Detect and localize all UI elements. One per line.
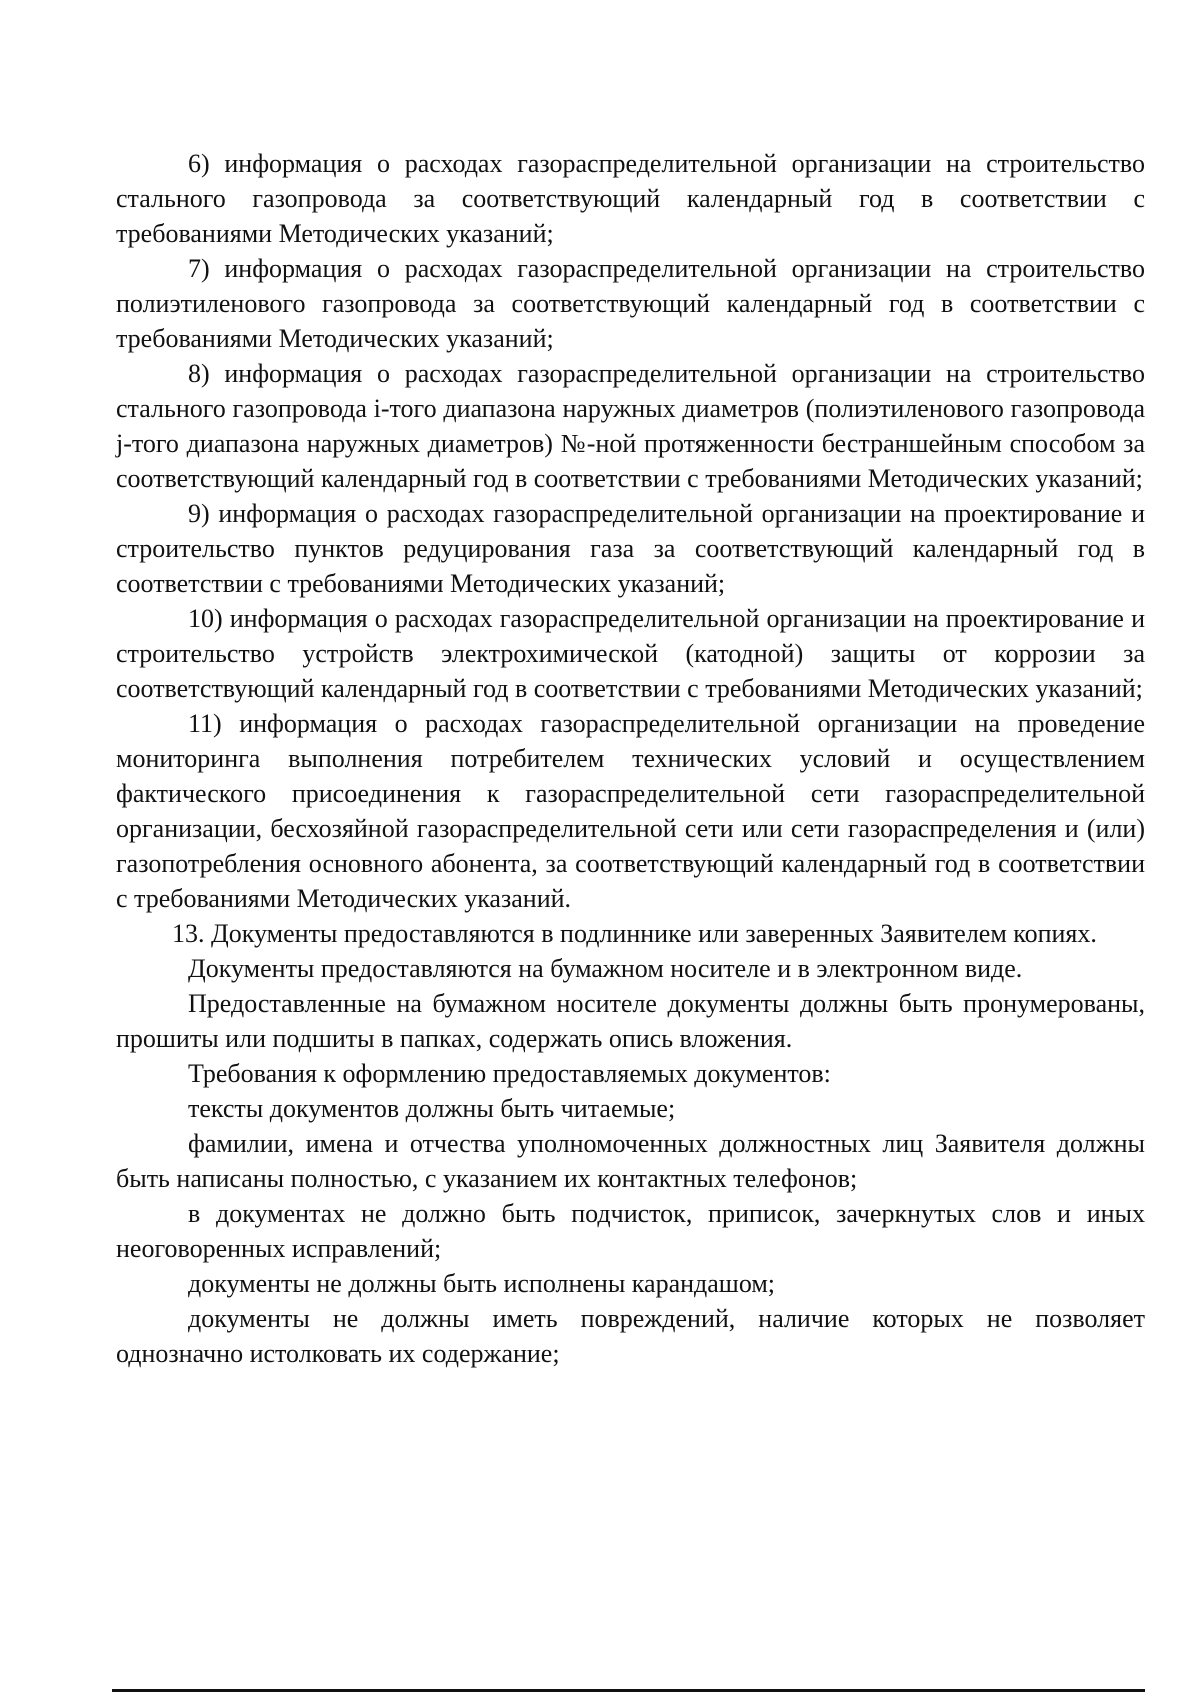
requirement-no-damage: документы не должны иметь повреждений, наличие которых не позволяет однозначно истолковать их содержание; [116, 1304, 1145, 1368]
document-body [116, 146, 1145, 1371]
requirement-no-corrections: в документах не должно быть подчисток, приписок, зачеркнутых слов и иных неоговоренных исправлений; [116, 1199, 1145, 1263]
paragraph-format: Документы предоставляются на бумажном носителе и в электронном виде. [188, 954, 1023, 983]
list-item-9: 9) информация о расходах газораспределительной организации на проектирование и строительство пунктов редуцирования газа за соответствующий календарный год в соответствии с требованиями Методических указаний; [116, 499, 1145, 598]
paragraph-requirements-heading: Требования к оформлению предоставляемых документов: [188, 1059, 831, 1088]
bottom-rule [112, 1689, 1145, 1692]
paragraph-paper-docs: Предоставленные на бумажном носителе документы должны быть пронумерованы, прошиты или подшиты в папках, содержать опись вложения. [116, 989, 1145, 1053]
requirement-readable: тексты документов должны быть читаемые; [188, 1094, 676, 1123]
list-item-6: 6) информация о расходах газораспределительной организации на строительство стального газопровода за соответствующий календарный год в соответствии с требованиями Методических указаний; [116, 149, 1145, 248]
list-item-8: 8) информация о расходах газораспределительной организации на строительство стального газопровода i-того диапазона наружных диаметров (полиэтиленового газопровода j-того диапазона наружных диаметров) №-ной протяженности бестраншейным способом за соответствующий календарный год в соответствии с требованиями Методических указаний; [116, 359, 1145, 493]
list-item-11: 11) информация о расходах газораспределительной организации на проведение мониторинга выполнения потребителем технических условий и осуществлением фактического присоединения к газораспределительной сети газораспределительной организации, бесхозяйной газораспределительной сети или сети газораспределения и (или) газопотребления основного абонента, за соответствующий календарный год в соответствии с требованиями Методических указаний. [116, 709, 1145, 913]
clause-13: 13. Документы предоставляются в подлиннике или заверенных Заявителем копиях. [172, 919, 1097, 948]
requirement-no-pencil: документы не должны быть исполнены карандашом; [188, 1269, 776, 1298]
list-item-10: 10) информация о расходах газораспределительной организации на проектирование и строительство устройств электрохимической (катодной) защиты от коррозии за соответствующий календарный год в соответствии с требованиями Методических указаний; [116, 604, 1145, 703]
list-item-7: 7) информация о расходах газораспределительной организации на строительство полиэтиленового газопровода за соответствующий календарный год в соответствии с требованиями Методических указаний; [116, 254, 1145, 353]
requirement-names: фамилии, имена и отчества уполномоченных должностных лиц Заявителя должны быть написаны полностью, с указанием их контактных телефонов; [116, 1129, 1145, 1193]
